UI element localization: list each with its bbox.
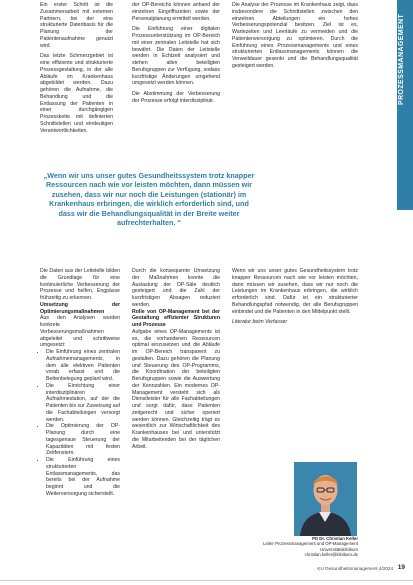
paragraph: Die Einführung einer digitalen Prozessunterstützung im OP-Bereich mit einer zentralen Leitstelle hat sich bewährt. Die Daten der Leitstelle werden in Echtzeit analysiert und stehen allen beteiligten Berufsgruppen zur Verfügung, sodass kurzfristige Änderungen umgehend umgesetzt werden können. — [132, 26, 220, 87]
author-role: Leiter Prozessmanagement und OP-Management — [263, 541, 358, 547]
author-contact: christian.keller@klinikum.de — [304, 552, 358, 558]
footer-divider — [0, 580, 413, 581]
page-number: 19 — [397, 564, 405, 571]
section-heading: Rolle von OP-Management bei der Gestaltung effizienter Strukturen und Prozesse — [132, 308, 220, 328]
footer-journal: KU Gesundheitsmanagement 4/2024 — [317, 566, 393, 571]
paragraph: Die Abstimmung der Verbesserung der Prozesse erfolgt interdisziplinär. — [132, 91, 220, 104]
paragraph: Die Daten aus der Leitstelle bilden die Grundlage für eine kontinuierliche Verbesserung der Prozesse und helfen, Engpässe frühzeitig zu erkennen. — [40, 268, 120, 301]
author-name: PD Dr. Christian Keller — [312, 536, 358, 541]
literature-note: Literatur beim Verfasser — [232, 319, 288, 326]
bullet-list — [40, 349, 120, 498]
author-portrait-icon — [294, 462, 357, 536]
column-1-bottom — [40, 268, 120, 498]
column-2-bottom — [132, 268, 220, 450]
author-photo — [294, 462, 357, 536]
list-item: • Die Einrichtung einer interdisziplinären Aufnahmestation, auf der die Patienten bis zur Zuweisung auf die Fachabteilungen versorgt werden. — [46, 383, 120, 424]
paragraph: Die Analyse der Prozesse im Krankenhaus zeigt, dass insbesondere die Schnittstellen zwischen den einzelnen Abteilungen ein hohes Verbesserungspotenzial besitzen. Ziel ist es, Wartezeiten und Leerläufe zu vermeiden und die Patientenversorgung zu optimieren. Durch die Einführung eines Prozessmanagements und eines strukturierten Entlassmanagements können die Verweildauer gesenkt und die Behandlungsqualität gesteigert werden. — [232, 2, 358, 69]
author-organization: Universitätsklinikum — [320, 546, 358, 552]
column-2-top — [132, 2, 220, 105]
column-1-top — [40, 2, 113, 134]
list-item: • Die Optimierung der OP-Planung durch eine tagesgenaue Steuerung der Kapazitäten mit festen Zeitfenstern. — [46, 423, 120, 457]
paragraph: Aus den Analysen wurden konkrete Verbesserungsmaßnahmen abgeleitet und schrittweise umgesetzt: — [40, 315, 120, 349]
paragraph: Wenn wir uns unser gutes Gesundheitssystem trotz knapper Ressourcen nach wie vor leisten möchten, dann müssen wir zusehen, dass wir nur noch die Leistungen im Krankenhaus erbringen, die wirklich erforderlich sind. Dafür ist ein strukturierter Behandlungspfad notwendig, der alle Berufsgruppen einbindet und die Patienten in den Mittelpunkt stellt. — [232, 268, 358, 315]
list-item: • Die Einführung eines zentralen Aufnahmemanagements, in dem alle elektiven Patienten vorab erfasst und die Bettenbelegung geplant wird. — [46, 349, 120, 383]
paragraph: Ein erster Schritt ist die Zusammenarbeit mit externen Partnern, bei der eine strukturierte Datenbasis für die Planung der Patientenaufnahme genutzt wird. — [40, 2, 113, 49]
sidebar-section-tab — [397, 0, 413, 210]
column-3-bottom — [232, 268, 358, 326]
section-heading: Umsetzung der Optimierungsmaßnahmen — [40, 301, 120, 315]
column-3-top — [232, 2, 358, 70]
paragraph: Aufgabe eines OP-Managements ist es, die vorhandenen Ressourcen optimal einzusetzen und die Abläufe im OP-Bereich transparent zu gestalten. Dazu gehören die Planung und Steuerung des OP-Programms, die Koordination der beteiligten Berufsgruppen sowie die Auswertung der Kennzahlen. Ein modernes OP-Management versteht sich als Dienstleister für alle Fachabteilungen und sorgt dafür, dass Patienten zeitgerecht und sicher operiert werden können. Gleichzeitig trägt es wesentlich zur Wirtschaftlichkeit des Krankenhauses bei und unterstützt die Mitarbeitenden bei der täglichen Arbeit. — [132, 328, 220, 450]
paragraph: Das letzte Schmerzgebiet ist eine effiziente und strukturierte Prozessgestaltung, in der alle Abläufe im Krankenhaus abgebildet werden. Dazu gehören die Aufnahme, die Behandlung und die Entlassung der Patienten in einer durchgängigen Prozesskette mit definierten Schnittstellen und eindeutigen Verantwortlichkeiten. — [40, 53, 113, 134]
sidebar-label: PROZESSMANAGEMENT — [398, 13, 405, 105]
list-item: • Die Einführung eines strukturierten Entlassmanagements, das bereits bei der Aufnahme beginnt und die Weiterversorgung sicherstellt. — [46, 457, 120, 498]
paragraph: der OP-Bereichs können anhand der einzelnen Eingriffszeiten sowie der Personalplanung ermittelt werden. — [132, 2, 220, 22]
author-info — [232, 536, 358, 558]
pull-quote: „Wenn wir uns unser gutes Gesundheitssystem trotz knapper Ressourcen nach wie vor leisten möchten, dann müssen wir zusehen, dass wir nur noch die Leistungen (stationär) im Krankenhaus erbringen, die wirklich erforderlich sind, und dass wir die Behandlungsqualität in der Breite weiter aufrechterhalten. “ — [43, 171, 255, 228]
paragraph: Durch die konsequente Umsetzung der Maßnahmen konnte die Auslastung der OP-Säle deutlich gesteigert und die Zahl der kurzfristigen Absagen reduziert werden. — [132, 268, 220, 308]
